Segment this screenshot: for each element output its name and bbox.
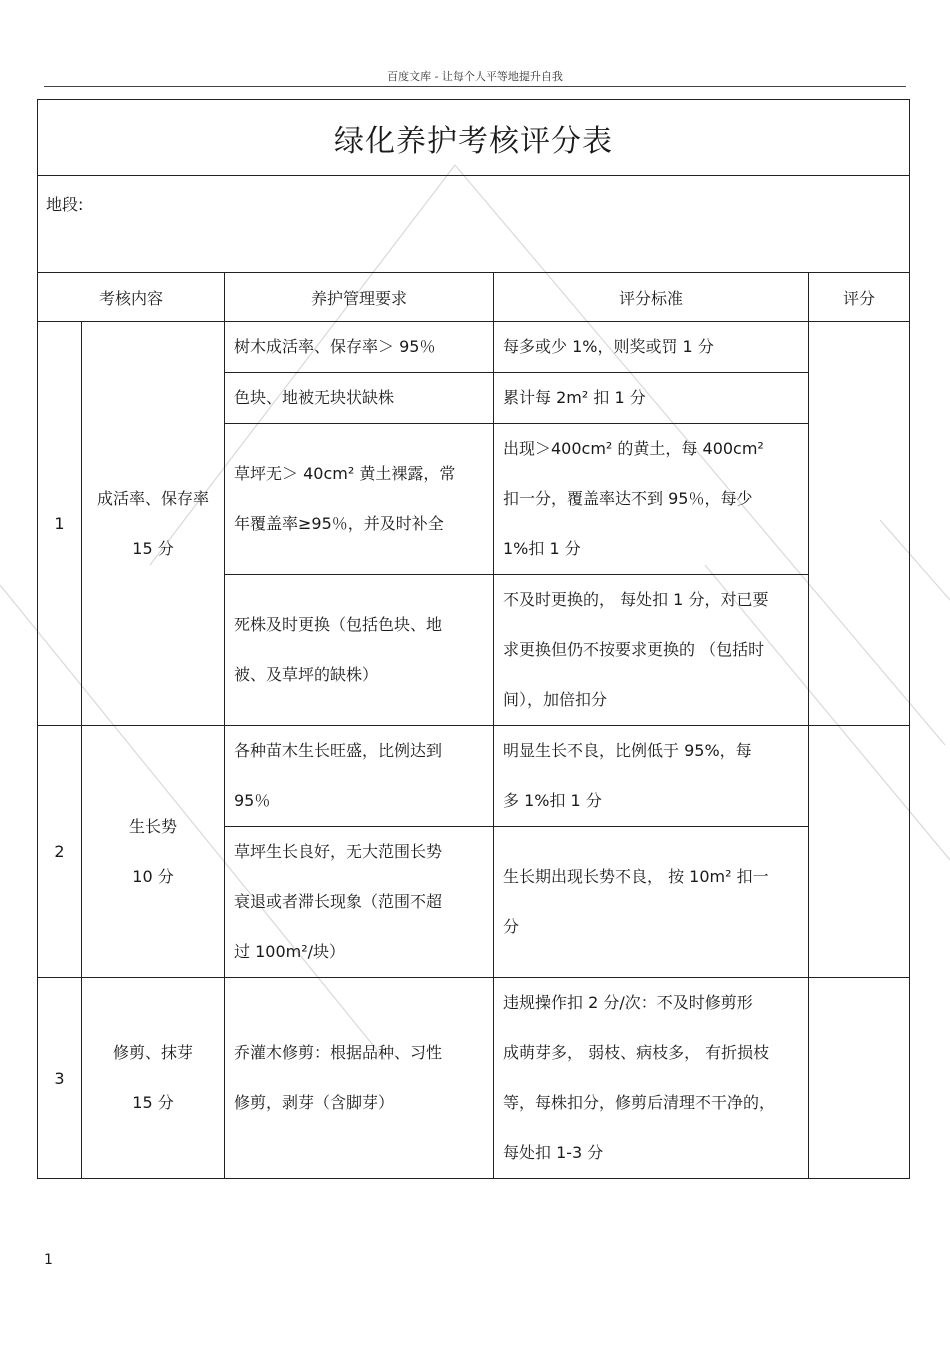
evaluation-table [37, 99, 910, 1179]
standard-line: 扣一分，覆盖率达不到 95％，每少 [503, 489, 753, 508]
standard-line: 1%扣 1 分 [503, 539, 581, 558]
site-field [38, 176, 910, 273]
requirement-line: 草坪生长良好，无大范围长势 [234, 842, 443, 861]
table-row [38, 978, 910, 1179]
section-index: 1 [38, 322, 82, 726]
requirement-line: 被、及草坪的缺株） [234, 665, 379, 684]
category-points: 15 分 [132, 1093, 174, 1112]
standard-line: 求更换但仍不按要求更换的 （包括时 [503, 640, 765, 659]
requirement-cell [225, 827, 494, 978]
standard-line: 明显生长不良，比例低于 95%，每 [503, 741, 752, 760]
category-points: 15 分 [132, 538, 174, 558]
standard-line: 成萌芽多， 弱枝、病枝多， 有折损枝 [503, 1043, 770, 1062]
standard-line: 多 1%扣 1 分 [503, 791, 602, 810]
column-header-requirement: 养护管理要求 [225, 273, 494, 322]
standard-cell [494, 726, 809, 827]
column-header-score: 评分 [809, 273, 910, 322]
score-field[interactable] [809, 726, 910, 978]
requirement-line: 死株及时更换（包括色块、地 [234, 615, 443, 634]
header-rule [44, 86, 906, 87]
standard-cell [494, 575, 809, 726]
standard-line: 间），加倍扣分 [503, 690, 608, 709]
site-label: 地段: [46, 195, 84, 214]
score-field[interactable] [809, 322, 910, 726]
category-label: 修剪、抹芽 [112, 1043, 193, 1062]
page-header: 百度文库 - 让每个人平等地提升自我 [387, 70, 563, 83]
requirement-line: 衰退或者滞长现象（范围不超 [234, 892, 443, 911]
section-index: 2 [38, 726, 82, 978]
column-header-content: 考核内容 [38, 273, 225, 322]
requirement-line: 树木成活率、保存率＞ 95％ [234, 337, 436, 356]
requirement-cell [225, 424, 494, 575]
table-row [38, 322, 910, 373]
requirement-cell [225, 322, 494, 373]
requirement-line: 过 100m²/块） [234, 942, 346, 961]
category-label: 成活率、保存率 [96, 488, 209, 508]
page-number: 1 [44, 1252, 53, 1268]
standard-line: 每处扣 1-3 分 [503, 1143, 604, 1162]
requirement-line: 乔灌木修剪：根据品种、习性 [234, 1043, 443, 1062]
standard-cell [494, 827, 809, 978]
form-title: 绿化养护考核评分表 [38, 100, 910, 176]
requirement-cell [225, 726, 494, 827]
section-index: 3 [38, 978, 82, 1179]
requirement-cell [225, 978, 494, 1179]
standard-line: 累计每 2m² 扣 1 分 [503, 388, 646, 407]
score-field[interactable] [809, 978, 910, 1179]
requirement-line: 年覆盖率≥95％，并及时补全 [234, 514, 444, 533]
requirement-cell [225, 575, 494, 726]
standard-cell [494, 424, 809, 575]
table-header-row [38, 273, 910, 322]
standard-line: 分 [503, 917, 520, 936]
standard-line: 出现＞400cm² 的黄土，每 400cm² [503, 439, 764, 458]
standard-line: 等，每株扣分，修剪后清理不干净的， [503, 1093, 776, 1112]
standard-cell [494, 978, 809, 1179]
section-category [82, 978, 225, 1179]
standard-line: 不及时更换的， 每处扣 1 分，对已要 [503, 590, 769, 609]
standard-cell [494, 373, 809, 424]
requirement-line: 95％ [234, 791, 271, 810]
requirement-line: 色块、地被无块状缺株 [234, 388, 395, 407]
table-row [38, 726, 910, 827]
standard-line: 生长期出现长势不良， 按 10m² 扣一 [503, 867, 769, 886]
requirement-line: 草坪无＞ 40cm² 黄土裸露，常 [234, 464, 456, 483]
standard-line: 违规操作扣 2 分/次：不及时修剪形 [503, 993, 753, 1012]
category-label: 生长势 [128, 816, 177, 836]
column-header-standard: 评分标准 [494, 273, 809, 322]
category-points: 10 分 [132, 866, 174, 886]
requirement-line: 各种苗木生长旺盛，比例达到 [234, 741, 443, 760]
section-category [82, 322, 225, 726]
section-category [82, 726, 225, 978]
requirement-cell [225, 373, 494, 424]
standard-cell [494, 322, 809, 373]
standard-line: 每多或少 1%，则奖或罚 1 分 [503, 337, 714, 356]
requirement-line: 修剪，剥芽（含脚芽） [234, 1093, 395, 1112]
